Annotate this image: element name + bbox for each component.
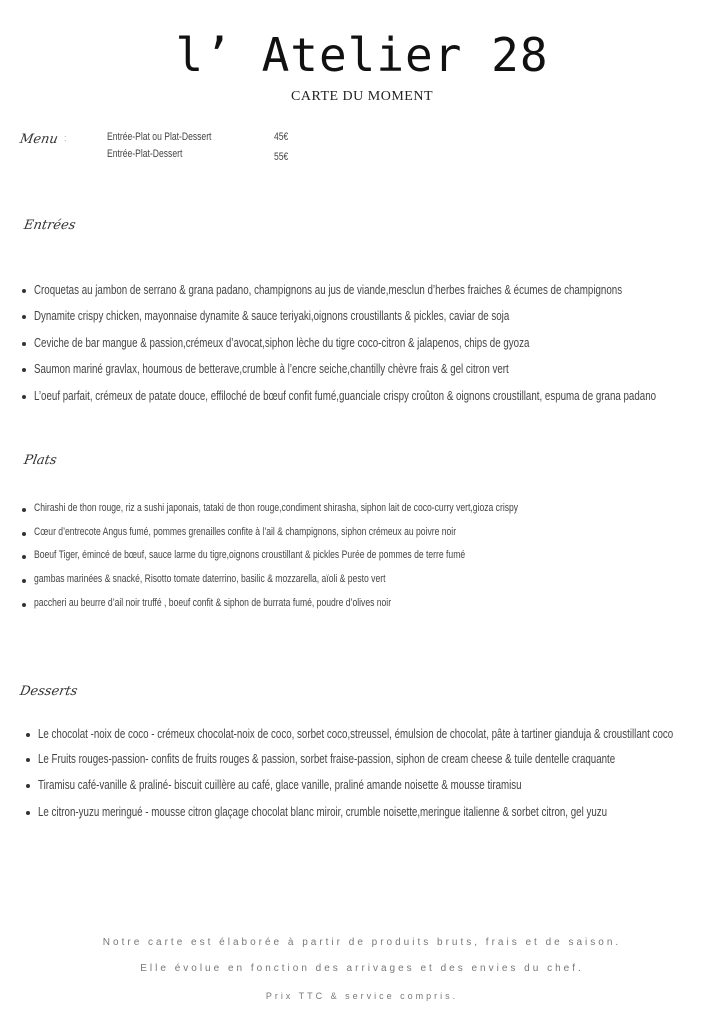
footer-line: Prix TTC & service compris. [265, 991, 459, 1001]
list-item: Boeuf Tiger, émincé de bœuf, sauce larme du tigre,oignons croustillant & pickles Purée de pommes de terre fumé [34, 549, 466, 561]
list-item: Tiramisu café-vanille & praliné- biscuit cuillère au café, glace vanille, praliné amande noisette & mousse tiramisu [38, 778, 522, 792]
footer-line: Elle évolue en fonction des arrivages et des envies du chef. [140, 963, 584, 974]
bullet-icon [22, 579, 26, 583]
list-item: L’oeuf parfait, crémeux de patate douce, effiloché de bœuf confit fumé,guanciale crispy croûton & oignons croustillant, espuma de grana padano [34, 389, 657, 403]
list-item: Ceviche de bar mangue & passion,crémeux d’avocat,siphon lèche du tigre coco-citron & jalapenos, chips de gyoza [34, 336, 530, 350]
bullet-icon [22, 532, 26, 536]
bullet-icon [22, 342, 26, 346]
bullet-icon [26, 811, 30, 815]
list-item: Croquetas au jambon de serrano & grana padano, champignons au jus de viande,mesclun d’herbes fraiches & écumes de champignons [34, 283, 623, 297]
bullet-icon [22, 368, 26, 372]
list-item: Dynamite crispy chicken, mayonnaise dynamite & sauce teriyaki,oignons croustillants & pickles, caviar de soja [34, 309, 510, 323]
desserts-heading: Desserts [18, 684, 79, 699]
formula-name: Entrée-Plat-Dessert [107, 148, 183, 160]
footer-line: Notre carte est élaborée à partir de produits bruts, frais et de saison. [102, 937, 622, 948]
bullet-icon [26, 733, 30, 737]
list-item: Le Fruits rouges-passion- confits de fruits rouges & passion, sorbet fraise-passion, siphon de cream cheese & tuile dentelle craquante [38, 752, 616, 766]
formula-name: Entrée-Plat ou Plat-Dessert [107, 131, 212, 143]
formula-price: 45€ [274, 131, 289, 143]
bullet-icon [26, 758, 30, 762]
bullet-icon [22, 315, 26, 319]
bullet-icon [22, 508, 26, 512]
bullet-icon [22, 395, 26, 399]
list-item: Saumon mariné gravlax, houmous de betterave,crumble à l’encre seiche,chantilly chèvre frais & gel citron vert [34, 362, 509, 376]
page-subtitle: CARTE DU MOMENT [291, 89, 433, 104]
bullet-icon [22, 555, 26, 559]
menu-heading: Menu [18, 132, 60, 147]
list-item: paccheri au beurre d’ail noir truffé , boeuf confit & siphon de burrata fumé, poudre d’olives noir [34, 597, 392, 609]
list-item: gambas marinées & snacké, Risotto tomate daterrino, basilic & mozzarella, aïoli & pesto vert [34, 573, 386, 585]
restaurant-logo-title: l’ Atelier 28 [175, 28, 549, 82]
list-item: Le chocolat -noix de coco - crémeux chocolat-noix de coco, sorbet coco,streussel, émulsion de chocolat, pâte à tartiner gianduja & croustillant coco [38, 727, 674, 741]
list-item: Le citron-yuzu meringué - mousse citron glaçage chocolat blanc miroir, crumble noisette,meringue italienne & sorbet citron, gel yuzu [38, 805, 608, 819]
formula-price: 55€ [274, 151, 289, 163]
bullet-icon [22, 289, 26, 293]
menu-colon: : [64, 133, 67, 143]
list-item: Cœur d’entrecote Angus fumé, pommes grenailles confite à l’ail & champignons, siphon crémeux au poivre noir [34, 526, 457, 538]
plats-heading: Plats [22, 453, 58, 468]
entrees-heading: Entrées [22, 218, 77, 233]
bullet-icon [26, 784, 30, 788]
list-item: Chirashi de thon rouge, riz a sushi japonais, tataki de thon rouge,condiment shirasha, siphon lait de coco-curry vert,gioza crispy [34, 502, 519, 514]
bullet-icon [22, 603, 26, 607]
